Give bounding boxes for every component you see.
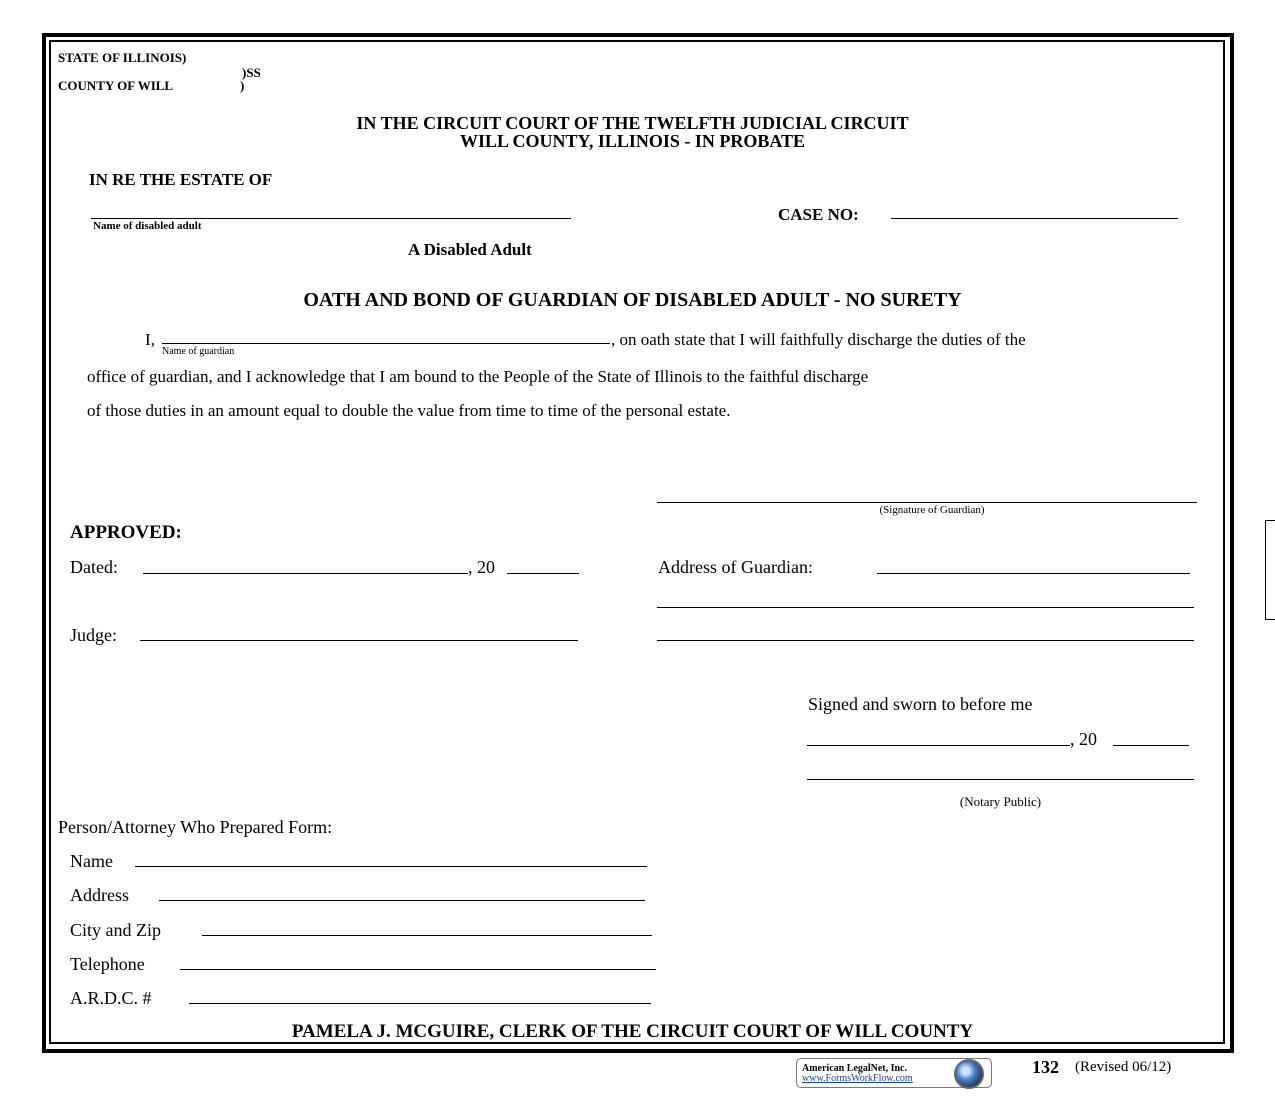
venue-county: COUNTY OF WILL — [58, 78, 174, 93]
preparer-telephone-line[interactable] — [180, 969, 656, 970]
sworn-date-line[interactable] — [807, 745, 1070, 746]
notary-signature-line[interactable] — [807, 779, 1194, 780]
preparer-address-label: Address — [70, 885, 129, 905]
oath-line-2: office of guardian, and I acknowledge that I am bound to the People of the State of Illinois to the faithful discharge — [87, 367, 869, 386]
guardian-address-line-2[interactable] — [657, 607, 1194, 608]
case-no-label: CASE NO: — [778, 205, 859, 224]
form-number: 132 — [1032, 1057, 1059, 1077]
court-line-1: IN THE CIRCUIT COURT OF THE TWELFTH JUDICIAL CIRCUIT — [356, 113, 909, 133]
guardian-name-line[interactable] — [162, 343, 610, 344]
preparer-heading: Person/Attorney Who Prepared Form: — [58, 817, 333, 837]
venue-paren: ) — [240, 78, 245, 93]
disabled-adult-name-line[interactable] — [91, 218, 571, 219]
page-edge-marker — [1265, 520, 1275, 620]
dated-line[interactable] — [143, 573, 468, 574]
clerk-line: PAMELA J. MCGUIRE, CLERK OF THE CIRCUIT COURT OF WILL COUNTY — [291, 1021, 974, 1042]
oath-line-1: , on oath state that I will faithfully discharge the duties of the — [611, 330, 1026, 349]
preparer-name-label: Name — [70, 851, 113, 871]
judge-label: Judge: — [70, 625, 117, 645]
preparer-telephone-label: Telephone — [70, 954, 145, 974]
preparer-city-zip-label: City and Zip — [70, 920, 161, 940]
judge-line[interactable] — [140, 640, 578, 641]
dated-year-line[interactable] — [507, 573, 579, 574]
legalnet-url[interactable]: www.FormsWorkFlow.com — [802, 1073, 913, 1084]
guardian-address-label: Address of Guardian: — [658, 557, 813, 577]
in-re-estate: IN RE THE ESTATE OF — [89, 170, 273, 189]
dated-year-label: , 20 — [468, 557, 495, 577]
globe-icon — [954, 1059, 984, 1089]
form-title: OATH AND BOND OF GUARDIAN OF DISABLED ADULT - NO SURETY — [303, 289, 962, 311]
disabled-adult-name-hint: Name of disabled adult — [93, 220, 202, 232]
venue-state: STATE OF ILLINOIS) — [58, 50, 187, 65]
preparer-name-line[interactable] — [135, 866, 647, 867]
revised-date: (Revised 06/12) — [1075, 1059, 1172, 1075]
guardian-address-line-1[interactable] — [877, 573, 1190, 574]
legalnet-company: American LegalNet, Inc. — [802, 1063, 907, 1074]
sworn-year-line[interactable] — [1113, 745, 1189, 746]
sworn-label: Signed and sworn to before me — [808, 694, 1033, 714]
dated-label: Dated: — [70, 557, 118, 577]
guardian-name-hint: Name of guardian — [162, 346, 235, 357]
case-no-line[interactable] — [891, 218, 1178, 219]
guardian-address-line-3[interactable] — [657, 640, 1194, 641]
notary-label: (Notary Public) — [959, 794, 1042, 809]
venue-ss: )SS — [242, 65, 261, 80]
preparer-city-zip-line[interactable] — [202, 935, 652, 936]
sworn-year-label: , 20 — [1070, 729, 1097, 749]
disabled-adult-label: A Disabled Adult — [408, 240, 532, 259]
preparer-ardc-label: A.R.D.C. # — [70, 988, 152, 1008]
preparer-ardc-line[interactable] — [189, 1003, 651, 1004]
form-inner-border — [49, 40, 1225, 1044]
oath-line-3: of those duties in an amount equal to double the value from time to time of the personal estate. — [87, 401, 731, 420]
court-line-2: WILL COUNTY, ILLINOIS - IN PROBATE — [459, 131, 806, 151]
oath-prefix: I, — [145, 330, 155, 349]
guardian-signature-line[interactable] — [657, 502, 1197, 503]
approved-heading: APPROVED: — [70, 522, 182, 543]
guardian-signature-label: (Signature of Guardian) — [879, 504, 985, 516]
preparer-address-line[interactable] — [159, 900, 645, 901]
